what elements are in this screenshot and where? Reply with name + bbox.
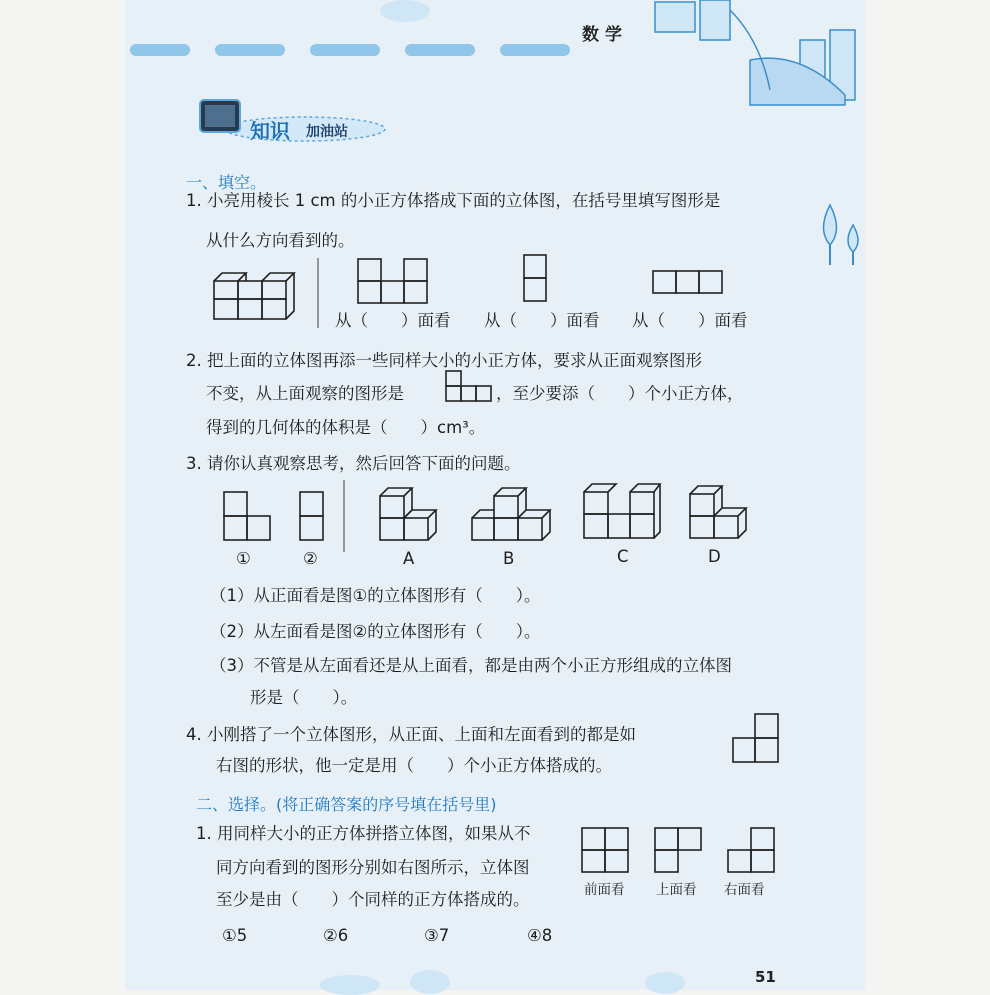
- q1-solid-figure: [210, 265, 300, 325]
- q3-figure-1: [222, 490, 272, 542]
- header-dash: [405, 44, 475, 56]
- q3-label-2: ②: [303, 549, 318, 568]
- q1-view-front: [356, 257, 431, 305]
- q3-sub1[interactable]: （1）从正面看是图①的立体图形有（ ）。: [210, 586, 541, 605]
- choice1-option-2[interactable]: ②6: [323, 926, 349, 945]
- subject-title: 数学: [582, 25, 628, 45]
- choice1-line2: 同方向看到的图形分别如右图所示，立体图: [216, 858, 530, 877]
- choice1-top-view: [653, 826, 703, 878]
- q2-line2a: 不变，从上面观察的图形是: [206, 384, 404, 403]
- q3-sub3b[interactable]: 形是（ ）。: [250, 688, 358, 707]
- choice1-option-1[interactable]: ①5: [222, 926, 248, 945]
- header-dash: [500, 44, 570, 56]
- q2-top-view-figure: [444, 369, 494, 405]
- choice1-option-4[interactable]: ④8: [527, 926, 553, 945]
- q3-label-a: A: [403, 549, 415, 568]
- header-dash: [215, 44, 285, 56]
- tree-decoration: [815, 200, 865, 270]
- banner-subtitle: 加油站: [306, 124, 348, 140]
- q1-blank-1[interactable]: 从（ ）面看: [335, 311, 451, 330]
- q3-sub2[interactable]: （2）从左面看是图②的立体图形有（ ）。: [210, 622, 541, 641]
- section1-title: 一、填空。: [186, 173, 267, 192]
- q3-label-d: D: [708, 547, 721, 566]
- q4-line1: 4. 小刚搭了一个立体图形，从正面、上面和左面看到的都是如: [186, 725, 636, 744]
- header-dash: [130, 44, 190, 56]
- choice1-label-front: 前面看: [584, 882, 625, 898]
- q2-line2b[interactable]: ，至少要添（ ）个小正方体，: [496, 384, 744, 403]
- choice1-line3[interactable]: 至少是由（ ）个同样的正方体搭成的。: [216, 890, 530, 909]
- choice1-label-top: 上面看: [656, 882, 697, 898]
- q3-solid-d: [688, 482, 748, 542]
- cloud-decoration: [380, 0, 430, 22]
- cloud-decoration: [320, 975, 380, 995]
- q1-blank-2[interactable]: 从（ ）面看: [484, 311, 600, 330]
- page-number: 51: [755, 968, 776, 986]
- q3-label-1: ①: [236, 549, 251, 568]
- q3-divider: [342, 480, 346, 552]
- choice1-right-view: [726, 826, 776, 878]
- choice1-option-3[interactable]: ③7: [424, 926, 450, 945]
- q3-title: 3. 请你认真观察思考，然后回答下面的问题。: [186, 454, 521, 473]
- q3-solid-a: [378, 484, 438, 544]
- section2-title: 二、选择。(将正确答案的序号填在括号里): [196, 795, 497, 814]
- q1-line1: 1. 小亮用棱长 1 cm 的小正方体搭成下面的立体图，在括号里填写图形是: [186, 191, 721, 210]
- cloud-decoration: [645, 972, 685, 994]
- q4-line2[interactable]: 右图的形状，他一定是用（ ）个小正方体搭成的。: [216, 756, 612, 775]
- q1-view-side: [522, 253, 548, 303]
- choice1-front-view: [580, 826, 630, 878]
- q3-solid-b: [470, 484, 550, 544]
- choice1-label-right: 右面看: [724, 882, 765, 898]
- q2-line1: 2. 把上面的立体图再添一些同样大小的小正方体，要求从正面观察图形: [186, 351, 702, 370]
- q1-line2: 从什么方向看到的。: [206, 231, 355, 250]
- choice1-line1: 1. 用同样大小的正方体拼搭立体图，如果从不: [196, 824, 531, 843]
- q3-solid-c: [582, 480, 662, 542]
- cloud-decoration: [410, 970, 450, 994]
- header-dash: [310, 44, 380, 56]
- q1-divider: [316, 258, 320, 328]
- q2-line3[interactable]: 得到的几何体的体积是（ ）cm³。: [206, 418, 486, 437]
- q3-sub3a: （3）不管是从左面看还是从上面看，都是由两个小正方形组成的立体图: [210, 656, 732, 675]
- q4-view-figure: [731, 712, 781, 764]
- q1-view-top: [651, 269, 725, 295]
- city-illustration: [650, 0, 865, 130]
- q3-label-b: B: [503, 549, 515, 568]
- q3-figure-2: [298, 490, 326, 542]
- banner-title: 知识: [250, 119, 290, 143]
- q3-label-c: C: [617, 547, 629, 566]
- q1-blank-3[interactable]: 从（ ）面看: [632, 311, 748, 330]
